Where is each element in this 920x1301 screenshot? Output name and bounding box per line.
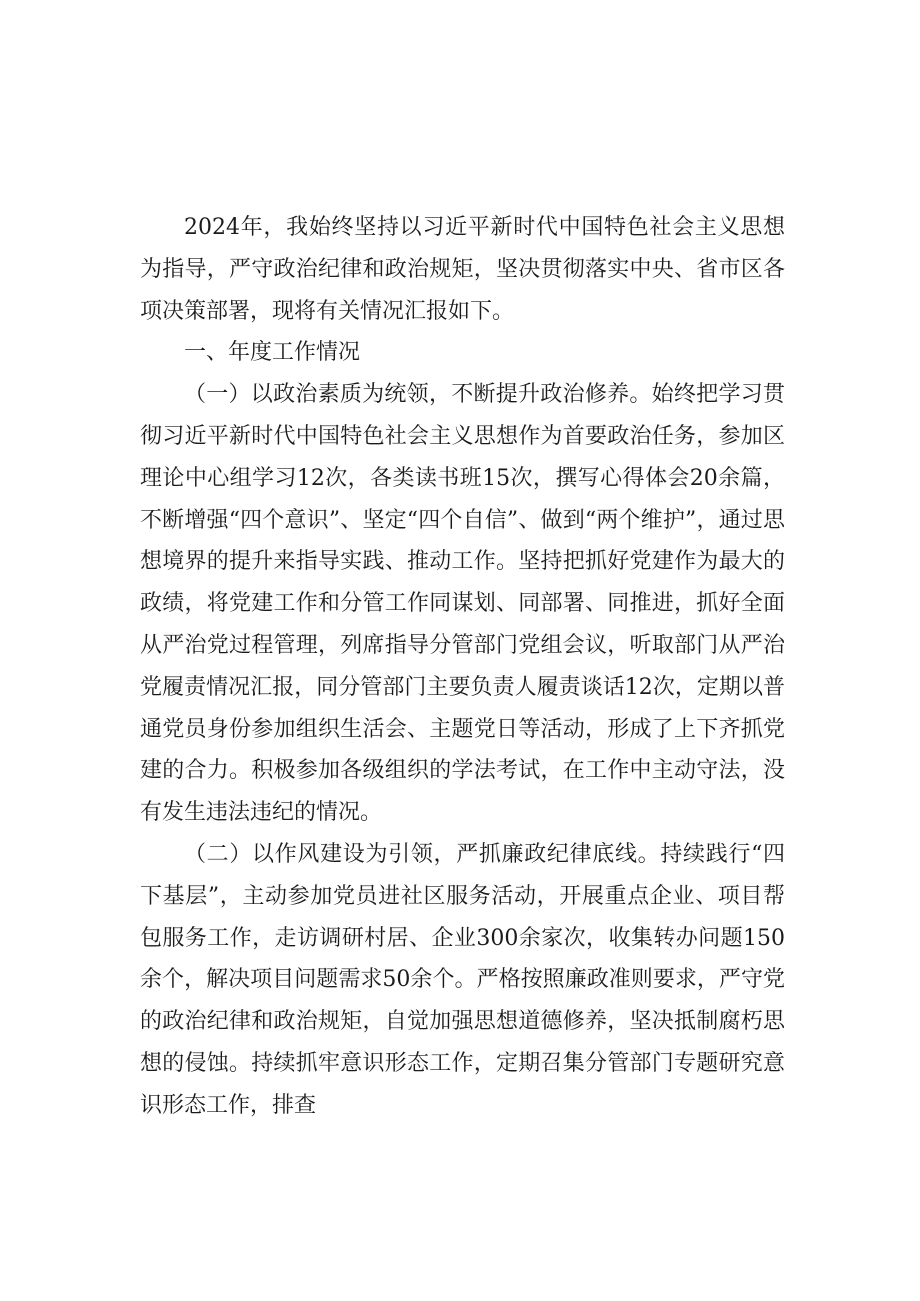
paragraph-political-quality: （一）以政治素质为统领，不断提升政治修养。始终把学习贯彻习近平新时代中国特色社会主义思想作为首要政治任务，参加区理论中心组学习12次，各类读书班15次，撰写心得体会20余篇，不断增强“四个意识”、坚定“四个自信”、做到“两个维护”，通过思想境界的提升来指导实践、推动工作。坚持把抓好党建作为最大的政绩，将党建工作和分管工作同谋划、同部署、同推进，抓好全面从严治党过程管理，列席指导分管部门党组会议，听取部门从严治党履责情况汇报，同分管部门主要负责人履责谈话12次，定期以普通党员身份参加组织生活会、主题党日等活动，形成了上下齐抓党建的合力。积极参加各级组织的学法考试，在工作中主动守法，没有发生违法违纪的情况。 <box>140 382 785 826</box>
section-heading-annual-work: 一、年度工作情况 <box>184 340 361 366</box>
document-body <box>140 207 785 1127</box>
paragraph-work-style: （二）以作风建设为引领，严抓廉政纪律底线。持续践行“四下基层”，主动参加党员进社区服务活动，开展重点企业、项目帮包服务工作，走访调研村居、企业300余家次，收集转办问题150余个，解决项目问题需求50余个。严格按照廉政准则要求，严守党的政治纪律和政治规矩，自觉加强思想道德修养，坚决抵制腐朽思想的侵蚀。持续抓牢意识形态工作，定期召集分管部门专题研究意识形态工作，排查 <box>140 841 785 1118</box>
intro-paragraph: 2024年，我始终坚持以习近平新时代中国特色社会主义思想为指导，严守政治纪律和政治规矩，坚决贯彻落实中央、省市区各项决策部署，现将有关情况汇报如下。 <box>140 215 785 324</box>
